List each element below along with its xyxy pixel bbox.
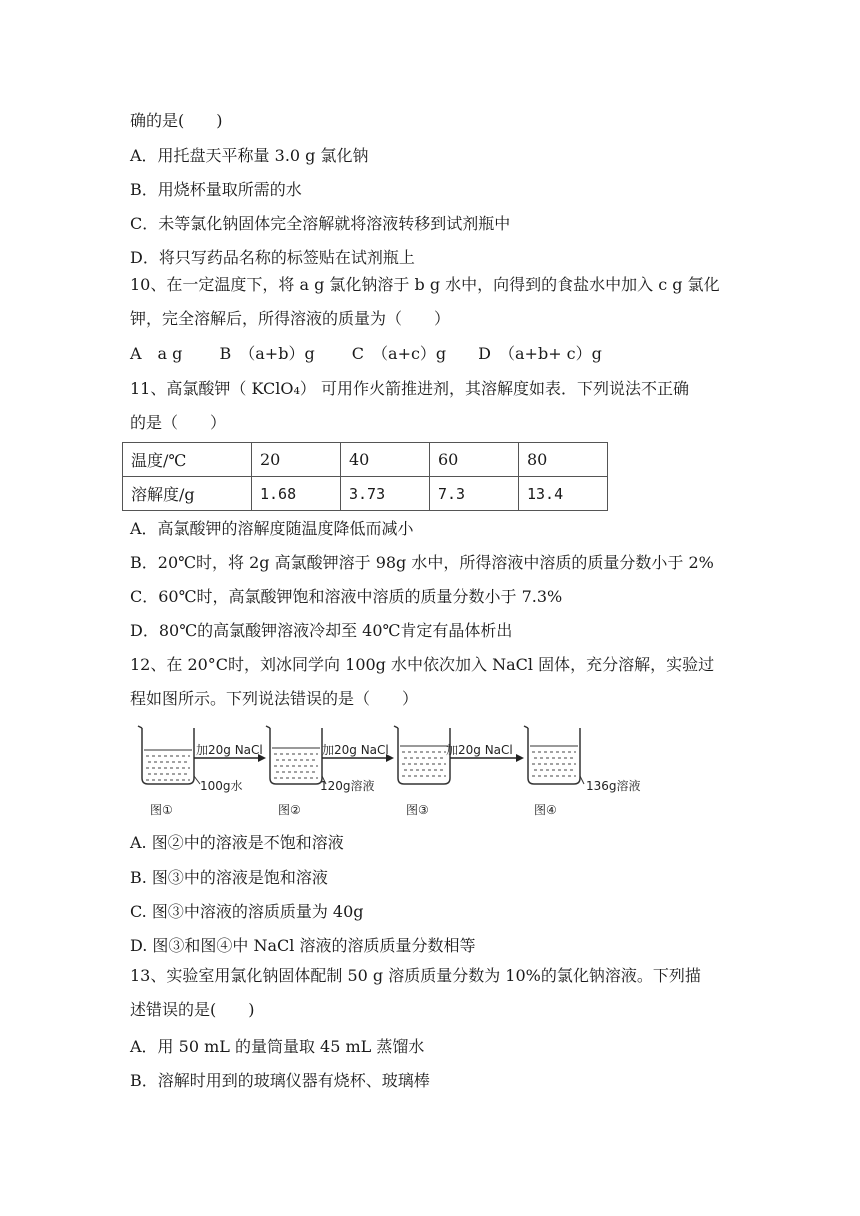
q9-option-d: D．将只写药品名称的标签贴在试剂瓶上 <box>130 248 415 267</box>
q10-stem-line1: 10、在一定温度下，将 a g 氯化钠溶于 b g 水中，向得到的食盐水中加入 c g 氯化 <box>130 275 720 294</box>
q12-option-d: D. 图③和图④中 NaCl 溶液的溶质质量分数相等 <box>130 936 476 955</box>
q11-option-b: B．20℃时，将 2g 高氯酸钾溶于 98g 水中，所得溶液中溶质的质量分数小于 2% <box>130 553 714 572</box>
table-cell: 1.68 <box>252 477 341 511</box>
q10-options: A a g B （a+b）g C （a+c）g D （a+b+ c）g <box>130 344 602 363</box>
solubility-table <box>122 442 608 511</box>
table-row <box>123 477 608 511</box>
beaker-4-label: 136g溶液 <box>586 779 641 793</box>
q12-option-b: B. 图③中的溶液是饱和溶液 <box>130 868 328 887</box>
beaker-1 <box>138 726 194 784</box>
beaker-2-label: 120g溶液 <box>320 779 375 793</box>
q10-stem-line2: 钾，完全溶解后，所得溶液的质量为（ ） <box>130 309 451 328</box>
q9-option-a: A．用托盘天平称量 3.0 g 氯化钠 <box>130 146 369 165</box>
leader-line <box>580 776 584 784</box>
q12-stem-line1: 12、在 20°C时，刘冰同学向 100g 水中依次加入 NaCl 固体，充分溶解，实验过 <box>130 655 715 674</box>
q12-option-c: C. 图③中溶液的溶质质量为 40g <box>130 902 364 921</box>
q12-stem-line2: 程如图所示。下列说法错误的是（ ） <box>130 689 419 708</box>
arrow-1-label: 加20g NaCl <box>196 743 263 757</box>
q13-option-b: B．溶解时用到的玻璃仪器有烧杯、玻璃棒 <box>130 1071 430 1090</box>
table-row <box>123 443 608 477</box>
arrow-3-head <box>516 754 524 762</box>
table-cell: 80 <box>519 443 608 477</box>
beaker-3 <box>394 726 450 784</box>
table-cell: 20 <box>252 443 341 477</box>
q11-option-c: C．60℃时，高氯酸钾饱和溶液中溶质的质量分数小于 7.3% <box>130 587 563 606</box>
q13-option-a: A．用 50 mL 的量筒量取 45 mL 蒸馏水 <box>130 1037 425 1056</box>
beaker-2 <box>266 726 322 784</box>
caption-fig1: 图① <box>150 803 173 817</box>
beaker-4 <box>524 726 580 784</box>
table-cell: 60 <box>430 443 519 477</box>
q9-stem-continuation: 确的是( ) <box>130 111 223 130</box>
table-cell: 7.3 <box>430 477 519 511</box>
arrow-3-label: 加20g NaCl <box>446 743 513 757</box>
beaker-experiment-figure <box>130 718 650 822</box>
q11-stem-line2: 的是（ ） <box>130 413 227 432</box>
q11-option-a: A．高氯酸钾的溶解度随温度降低而减小 <box>130 519 414 538</box>
caption-fig2: 图② <box>278 803 301 817</box>
table-cell: 3.73 <box>341 477 430 511</box>
table-cell: 溶解度/g <box>123 477 252 511</box>
caption-fig4: 图④ <box>534 803 557 817</box>
table-cell: 40 <box>341 443 430 477</box>
table-cell: 13.4 <box>519 477 608 511</box>
q9-option-c: C．未等氯化钠固体完全溶解就将溶液转移到试剂瓶中 <box>130 214 511 233</box>
q9-option-b: B．用烧杯量取所需的水 <box>130 180 302 199</box>
arrow-2-label: 加20g NaCl <box>322 743 389 757</box>
table-cell: 温度/℃ <box>123 443 252 477</box>
q13-stem-line1: 13、实验室用氯化钠固体配制 50 g 溶质质量分数为 10%的氯化钠溶液。下列描 <box>130 966 701 985</box>
q11-stem-line1: 11、高氯酸钾（ KClO₄） 可用作火箭推进剂，其溶解度如表．下列说法不正确 <box>130 379 689 398</box>
q13-stem-line2: 述错误的是( ) <box>130 1000 255 1019</box>
q11-option-d: D．80℃的高氯酸钾溶液冷却至 40℃肯定有晶体析出 <box>130 621 513 640</box>
q12-option-a: A. 图②中的溶液是不饱和溶液 <box>130 833 344 852</box>
caption-fig3: 图③ <box>406 803 429 817</box>
beaker-1-label: 100g水 <box>200 779 243 793</box>
